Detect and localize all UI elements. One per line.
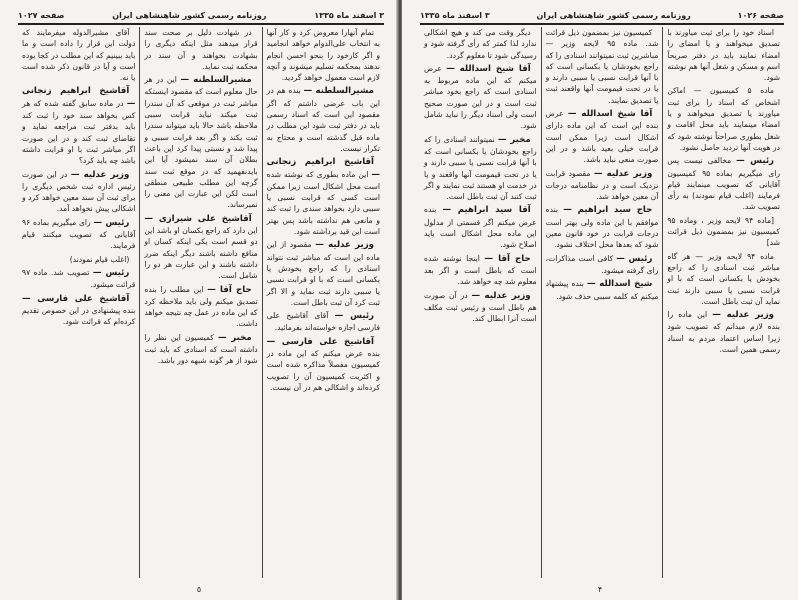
paragraph-text: اسناد خود را برای ثبت میاورند با تصدیق میخواهند و یا امضای را امضاء نمایند باید در دفتر صریحاً اسم و مسکن و شغل آنها هم نوشته شود. bbox=[667, 28, 780, 83]
paragraph-text: مخالفی نیست پس رای میگیریم بماده ۹۵ کمیسیون آقایانی که تصویب مینمایند قیام فرمایند (اغلب قیام نمودند) به رأی تصویب شد. bbox=[667, 156, 780, 212]
paragraph-text: آقای آقاشیخ علی فارسی اجازه خواسته‌اند بفرمائید. bbox=[266, 311, 380, 333]
paragraph bbox=[22, 254, 135, 265]
speaker-name: حاج آقا — bbox=[207, 284, 252, 295]
paragraph-text: در این صورت رئیس اداره ثبت شخص دیگری را برای ثبت آن سند معین خواهد کرد و اشکالی پیش نخواهد آمد. bbox=[22, 169, 136, 214]
speaker-name: آقا شیخ اسدالله — bbox=[446, 63, 531, 74]
paragraph bbox=[267, 336, 380, 393]
paragraph bbox=[424, 134, 537, 203]
text-column bbox=[663, 27, 784, 578]
paragraph-text: عرض میکنم که این ماده مربوط به اسنادی است که راجع بخود مباشر ثبت است و در این صورت صحیح است ولی اسناد دیگر را نباید شامل شود. bbox=[423, 63, 537, 131]
paragraph bbox=[144, 213, 257, 282]
paragraph-text: رای میگیریم بماده ۹۶ آقایانی که تصویب میکنند قیام فرمایند. bbox=[22, 217, 136, 251]
paragraph-text: [ماده ۹۴ لایحه وزیر ، وماده ۹۵ کمیسیون نیز بمضمون ذیل قرائت شد] bbox=[667, 215, 780, 248]
paragraph bbox=[22, 293, 135, 328]
right-page-header bbox=[420, 8, 784, 22]
speaker-name: مخبر — bbox=[218, 332, 252, 343]
paragraph-text: آقای مشیرالدوله میفرمایند که دولت این قرار را داده است و ما باید ببینیم که این مطلب در کجا بوده است و آیا در قانون ذکر شده است یا نه. bbox=[22, 28, 136, 83]
text-column bbox=[263, 27, 384, 578]
right-page-footer: ۴ bbox=[597, 585, 603, 594]
paragraph bbox=[267, 85, 380, 154]
speaker-name: آقاشیخ ابراهیم زنجانی — bbox=[22, 86, 136, 109]
header-rule bbox=[420, 23, 784, 25]
paragraph bbox=[424, 63, 537, 132]
paragraph bbox=[144, 27, 257, 72]
paragraph bbox=[424, 204, 537, 250]
paragraph bbox=[22, 169, 135, 215]
paragraph bbox=[667, 85, 780, 153]
right-page-title: روزنامه رسمی کشور شاهنشاهی ایران bbox=[536, 10, 691, 20]
paragraph bbox=[546, 27, 659, 106]
speaker-name: آقا شیخ اسدالله — bbox=[567, 109, 653, 120]
paragraph-text: کمیسیون این نظر را داشته است که اسنادی که باید ثبت شود از هر گونه شبهه دور باشد. bbox=[144, 332, 258, 366]
paragraph bbox=[22, 27, 135, 83]
paragraph-text: نمیتوانند اسنادی را که راجع بخودشان یا بکسانی است که با آنها قرابت نسبی یا سببی دارند و یا در تحت قیمومت آنها واقعند و یا در خدمت او هستند ثبت نمایند و اگر ثبت کنند آن ثبت باطل است. bbox=[423, 134, 537, 202]
paragraph-text: (اغلب قیام نمودند) bbox=[69, 254, 130, 264]
speaker-name: رئیس — bbox=[736, 156, 775, 167]
paragraph bbox=[667, 251, 780, 307]
paragraph-text: بنده هم در این باب عرضی داشتم که اگر مقصود این است که اسناد رسمی باید در دفتر ثبت شود این مطلب در ماده قبل گذشته است و محتاج به تکرار نیست. bbox=[266, 86, 380, 153]
paragraph bbox=[424, 253, 537, 288]
paragraph-text: کافی است مذاکرات، رای گرفته میشود. bbox=[545, 253, 659, 275]
paragraph bbox=[144, 74, 257, 211]
speaker-name: آقا سید ابراهیم — bbox=[442, 205, 531, 216]
paragraph bbox=[667, 155, 780, 212]
paragraph bbox=[546, 108, 659, 165]
paragraph bbox=[546, 204, 659, 250]
speaker-name: آقاشیخ ابراهیم زنجانی — bbox=[266, 157, 380, 180]
paragraph-text: ماده ۹۴ لایحه وزیر — هر گاه مباشر ثبت اسنادی را که راجع بخودش یا بکسانی است که با او قرابت نسبی یا سببی دارند ثبت نماید آن ثبت باطل است. bbox=[667, 251, 780, 306]
paragraph bbox=[22, 267, 135, 291]
paragraph-text: ماده ۵ کمیسیون — اماکن اشخاص که اسناد را برای ثبت میاورند یا تصدیق میخواهند و یا امضاء مینمایند باید محل اقامت و شغل بطوری صراحتاً نوشته شود که در هویت آنها تردید حاصل نشود. bbox=[667, 86, 780, 152]
paragraph-text: این ماده را بنده لازم میدانم که تصویب شود زیرا اساس اعتماد مردم به اسناد رسمی همین است. bbox=[667, 310, 780, 355]
speaker-name: رئیس — bbox=[616, 253, 653, 264]
speaker-name: حاج آقا — bbox=[484, 253, 531, 264]
header-rule bbox=[18, 23, 384, 25]
left-page-header bbox=[18, 8, 384, 22]
speaker-name: وزیر عدلیه — bbox=[593, 168, 653, 179]
paragraph-text: کمیسیون نیز بمضمون ذیل قرائت شد. ماده ۹۵ لایحه وزیر — مباشرین ثبت نمیتوانند اسنادی را که راجع بخودشان یا بکسانی است که با آنها قرابت نسبی یا سببی دارند و یا در تحت قیمومت آنها واقعند ثبت یا تصدیق نمایند. bbox=[545, 28, 659, 105]
paragraph-text: تمام آنهارا معروض کرد و کار آنها به انتخاب علی‌الدوام خواهد انجامید و اگر کارخود را بنحو احسن انجام ندهند بمحکمه تسلیم میشوند و آنچه لازم است معمول خواهد گردید. bbox=[266, 28, 380, 83]
paragraph-text: بنده عرض میکنم که این ماده در کمیسیون مفصلاً مذاکره شده است و اکثریت کمیسیون آن را تصویب کرده‌اند و اشکالی هم در آن نیست. bbox=[266, 349, 380, 392]
paragraph-text: اینجا نوشته شده است که باطل است و اگر بعد معلوم شد چه خواهد شد. bbox=[423, 253, 537, 287]
paragraph-text: بنده موافقم با این ماده ولی بهتر است درجات قرابت در خود قانون معین شود که بعدها محل اختلاف نشود. bbox=[545, 205, 659, 250]
text-column bbox=[420, 27, 542, 578]
paragraph-text: تصویب شد. ماده ۹۷ قرائت میشود. bbox=[22, 267, 136, 290]
speaker-name: وزیر عدلیه — bbox=[315, 240, 374, 251]
speaker-name: وزیر عدلیه — bbox=[70, 169, 130, 180]
paragraph bbox=[424, 27, 537, 61]
speaker-name: مشیرالسلطنه — bbox=[303, 86, 374, 97]
speaker-name: آقاشیخ علی فارسی — bbox=[22, 293, 130, 304]
speaker-name: شیخ اسدالله — bbox=[586, 279, 653, 290]
paragraph-text: مقصود قرابت نزدیک است و در نظامنامه درجات آن معین خواهد شد. bbox=[545, 168, 659, 202]
paragraph-text: بنده عرض میکنم اگر قسمتی از مدلول این ماده محل اشکال است باید اصلاح شود. bbox=[423, 205, 537, 250]
paragraph-text: این در هر حال معلوم است که مقصود اینستکه مباشر ثبت در موقعی که آن سندرا ثبت میکند نباید قرابت سببی ملاحظه باشد حالا باید میتواند سندرا ثبت بکند و اگر بعد قرابت سببی و پیدا شد و نسبتی پیدا کرد این باعث بطلان آن سند نمیشود آیا این بایدنفهمید که در موقع ثبت سند گرچه این مطلب طبیعی منطقی است لکن این عبارت این معنی را نمیرساند. bbox=[144, 75, 258, 210]
speaker-name: رئیس — bbox=[334, 311, 375, 322]
paragraph bbox=[144, 332, 257, 367]
speaker-name: آقاشیخ علی شیرازی — bbox=[144, 213, 252, 224]
speaker-name: وزیر عدلیه — bbox=[712, 310, 774, 321]
right-page-columns bbox=[420, 27, 784, 578]
paragraph bbox=[546, 253, 659, 277]
text-column bbox=[140, 27, 262, 578]
paragraph-text: عرض بنده این است که این ماده دارای اشکال است زیرا ممکن است قرابت خیلی بعید باشد و در این صورت منعی نباید باشد. bbox=[545, 109, 659, 165]
paragraph-text: این دارد که راجع بکسان او باشد این دو قسم است یکی اینکه کسان او منافع داشته باشند دیگر اینکه ضرر داشته باشند و این عبارت هر دو را شامل است. bbox=[144, 226, 258, 281]
paragraph bbox=[546, 278, 659, 302]
speaker-name: رئیس — bbox=[92, 267, 130, 278]
paragraph bbox=[667, 215, 780, 249]
paragraph-text: بنده پیشنهادی در این خصوص تقدیم کرده‌ام که قرائت شود. bbox=[22, 305, 136, 327]
speaker-name: وزیر عدلیه — bbox=[471, 290, 531, 301]
left-page-number: صفحه ۱۰۲۷ bbox=[18, 10, 65, 20]
speaker-name: مشیرالسلطنه — bbox=[180, 75, 252, 86]
speaker-name: مخبر — bbox=[497, 134, 531, 145]
paragraph-text: بنده پیشنهاد میکنم که کلمه سببی حذف شود. bbox=[545, 279, 659, 301]
right-page-number: صفحه ۱۰۲۶ bbox=[737, 10, 784, 20]
paragraph bbox=[22, 217, 135, 252]
paragraph bbox=[22, 85, 135, 166]
paragraph bbox=[267, 156, 380, 237]
paragraph-text: دیگر وقت می کند و هیچ اشکالی ندارد لذا کمتر که رأی گرفته شود و رسیدگی شود تا معلوم گردد. bbox=[423, 28, 537, 60]
paragraph-text: این ماده بطوری که نوشته شده است محل اشکال است زیرا ممکن است کسی که قرابت نسبی یا سببی دارد بخواهد سندی را ثبت کند و مانعی هم نداشته باشد پس بهتر است این قید برداشته شود. bbox=[266, 169, 380, 237]
paragraph-text: در شهادت دلیل بر صحت سند قرار میدهند مثل اینکه دیگری را بشهادت بخواهند و آن سند در محکمه ثبت نماید. bbox=[144, 28, 258, 71]
text-column bbox=[18, 27, 140, 578]
paragraph bbox=[667, 309, 780, 355]
left-page-footer: ٥ bbox=[196, 585, 202, 594]
paragraph-text: این مطلب را بنده تصدیق میکنم ولی باید ملاحظه کرد که این ماده در عمل چه نتیجه خواهد داشت. bbox=[144, 284, 258, 329]
speaker-name: آقاشیخ علی فارسی — bbox=[266, 336, 374, 347]
paragraph bbox=[546, 168, 659, 203]
left-page-title: روزنامه رسمی کشور شاهنشاهی ایران bbox=[112, 10, 267, 20]
paragraph bbox=[267, 239, 380, 308]
right-page bbox=[402, 0, 798, 600]
paragraph bbox=[267, 310, 380, 334]
right-page-date: ۳ اسفند ماه ۱۳۳۵ bbox=[420, 10, 490, 20]
paragraph-text: در آن صورت هم باطل است و رئیس ثبت مکلف است آنرا ابطال کند. bbox=[423, 290, 537, 324]
paragraph-text: مقصود از این ماده این است که مباشر ثبت نتواند اسنادی را که راجع بخودش یا بکسانی است که با او قرابت نسبی یا سببی دارند ثبت نماید و الا اگر ثبت کرد آن ثبت باطل است. bbox=[266, 240, 380, 307]
paragraph bbox=[424, 290, 537, 325]
paragraph bbox=[267, 27, 380, 83]
left-page-columns bbox=[18, 27, 384, 578]
left-page bbox=[0, 0, 398, 600]
paragraph-text: در ماده سابق گفته شده که هر کس بخواهد سند خود را ثبت کند باید بدفتر ثبت مراجعه نماید و تقاضای ثبت کند و در این صورت اگر مباشر ثبت با او قرابت داشته باشد چه باید کرد؟ bbox=[22, 98, 136, 166]
speaker-name: حاج سید ابراهیم — bbox=[563, 205, 653, 216]
paragraph bbox=[144, 284, 257, 330]
paragraph bbox=[667, 27, 780, 83]
text-column bbox=[542, 27, 664, 578]
left-page-date: ۳ اسفند ماه ۱۳۳۵ bbox=[314, 10, 384, 20]
speaker-name: رئیس — bbox=[93, 217, 130, 228]
